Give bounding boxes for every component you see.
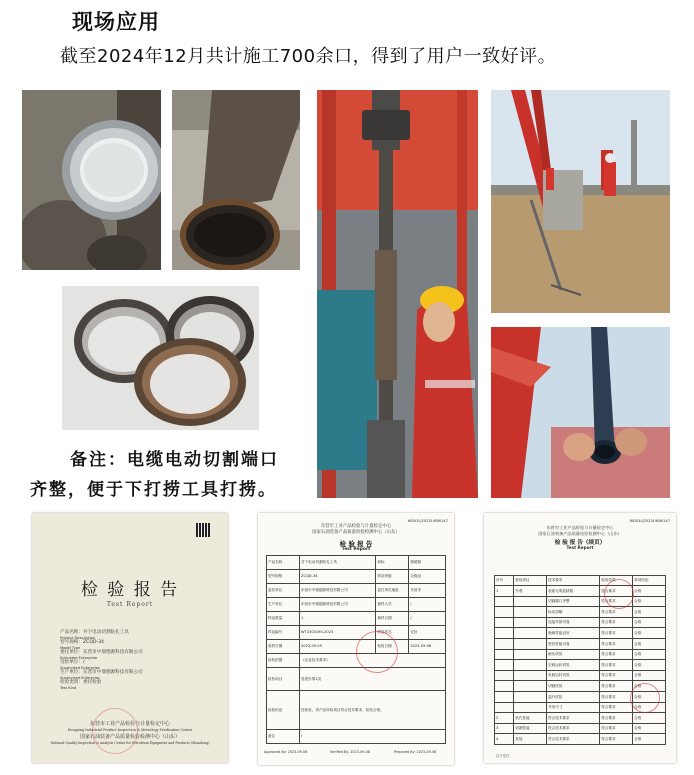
table-cell (514, 670, 547, 681)
table-row (495, 734, 666, 745)
table-cell: 负载运转试验 (547, 670, 600, 681)
table-cell: 切割试验 (547, 681, 600, 692)
table-header-cell: 序号 (495, 576, 514, 586)
report-title-en: Test Report (341, 547, 371, 552)
table-cell (495, 628, 514, 639)
table-cell: 委托单位 (267, 584, 300, 598)
table-cell (495, 617, 514, 628)
cover-title-en: Test Report (106, 601, 154, 608)
table-cell: 1 (300, 612, 376, 626)
table-cell (514, 607, 547, 618)
table-cell: 符合要求 (600, 607, 633, 618)
table-cell: / (409, 598, 446, 612)
table-cell: 合格 (633, 586, 666, 597)
table-cell: ZCQD-34 (300, 570, 376, 584)
cut-rings-photo (62, 286, 259, 430)
table-cell: 完好 (409, 626, 446, 640)
table-row (267, 570, 446, 584)
table-row (267, 626, 446, 640)
note-line-1: 备注：电缆电动切割端口 (70, 450, 279, 470)
summary-text: 截至2024年12月共计施工700余口，得到了用户一致好评。 (60, 46, 557, 67)
lifted-pipe-photo (491, 327, 670, 498)
table-cell: 4 (495, 734, 514, 745)
table-cell: 合格 (633, 702, 666, 713)
table-cell: 外观 (514, 586, 547, 597)
table-cell: 符合要求 (600, 723, 633, 734)
table-cell: 符合要求 (600, 660, 633, 671)
table-cell: 符合要求 (600, 628, 633, 639)
table-cell: 合格 (633, 649, 666, 660)
table-cell: 型号规格 (267, 570, 300, 584)
table-cell: 备注 (267, 730, 300, 744)
table-row (267, 730, 446, 744)
table-cell: 标识清晰 (547, 607, 600, 618)
table-cell: 符合要求 (600, 638, 633, 649)
table-cell: 产品名称 (267, 556, 300, 570)
table-row (495, 617, 666, 628)
cover-fields: 产品名称：井下电动切割钻孔工具 Product Description 型号规格：ZCQD-34 Model Type 委托单位：东营市中瑞德源科技有限公司 Entrusted Enterprise 受检单位：/ Supervised Enterprise 生产单位：东营市中瑞德源科技有限公司 Supervised Enterprise 检验类别：委托检验 Test Kind (60, 630, 143, 690)
table-cell: 其他 (514, 734, 547, 745)
section-title: 现场应用 (72, 10, 160, 34)
table-cell: 连接牢固可靠 (547, 617, 600, 628)
table-cell (514, 681, 547, 692)
table-cell: 符合要求 (600, 691, 633, 702)
red-seal-icon (604, 579, 634, 609)
table-cell: 符合技术要求 (547, 723, 600, 734)
table-cell: 《企业技术要求》 (300, 654, 446, 668)
table-cell: 合格 (633, 734, 666, 745)
table-cell: 合格 (633, 617, 666, 628)
table-header-cell: 单项结论 (633, 576, 666, 586)
test-report-cover (32, 513, 228, 763)
table-cell: 瑞德源 (409, 556, 446, 570)
prepared-by: Prepared By: 2023-09-08 (394, 750, 437, 754)
table-cell (495, 702, 514, 713)
table-cell: 井下电动切割钻孔工具 (300, 556, 376, 570)
table-cell: 商标 (376, 556, 409, 570)
table-row (495, 649, 666, 660)
table-cell: 合格 (633, 596, 666, 607)
table-cell: 样品编号 (267, 626, 300, 640)
table-header-cell: 检验项目 (514, 576, 547, 586)
table-cell: 样品等级 (376, 570, 409, 584)
table-row (495, 713, 666, 724)
table-cell: 温升试验 (547, 691, 600, 702)
table-cell: 东营市 (409, 584, 446, 598)
table-cell: 钻孔性能 (514, 713, 547, 724)
table-header-cell: 技术要求 (547, 576, 600, 586)
table-cell: 抽样人员 (376, 598, 409, 612)
table-cell: 符合要求 (600, 734, 633, 745)
table-cell: 见报告第2页 (300, 668, 446, 691)
table-row (495, 586, 666, 597)
table-cell: WT2303190-2023 (300, 626, 376, 640)
table-cell: 切割性能 (514, 723, 547, 734)
table-cell (495, 607, 514, 618)
detail-footer: 以下空白 (496, 754, 510, 758)
table-row (267, 584, 446, 598)
test-report-detail-page (484, 513, 676, 763)
qr-code-icon (196, 523, 210, 537)
table-cell: 合格 (633, 681, 666, 692)
detail-center: 国家石油装备产品质量检验检测中心（山东） (538, 531, 622, 536)
table-cell (495, 681, 514, 692)
table-cell (495, 691, 514, 702)
rig-site-photo (491, 90, 670, 313)
table-cell: 符合要求 (600, 713, 633, 724)
table-cell: 经检验，该产品所检项目符合技术要求，检验合格。 (300, 691, 446, 730)
red-seal-icon (630, 683, 660, 713)
table-row (267, 598, 446, 612)
table-cell: 合格 (633, 691, 666, 702)
detail-report-number: WD03LJ202319BW147 (629, 519, 670, 523)
table-cell (514, 702, 547, 713)
table-cell (514, 691, 547, 702)
cover-center-en: National Quality Inspection & Analysis Center for Petroleum Equipment and Products (Shandong) (50, 741, 210, 745)
table-cell: 符合要求 (600, 670, 633, 681)
table-row (267, 612, 446, 626)
table-cell: 检验依据 (267, 654, 300, 668)
cover-center-cn: 国家石油装备产品质量检验检测中心（山东） (79, 734, 180, 740)
report-center: 国家石油装备产品质量检验检测中心（山东） (312, 530, 400, 535)
table-row (495, 628, 666, 639)
table-cell (495, 638, 514, 649)
detail-org: 东营市工业产品检验与计量检定中心 (546, 525, 614, 530)
table-cell (514, 660, 547, 671)
approved-by: Approved By: 2023-09-08 (264, 750, 308, 754)
table-cell: 检验结论 (267, 691, 300, 730)
table-cell (495, 596, 514, 607)
table-row (495, 670, 666, 681)
cover-org-en: Dongying Industrial Product Inspection & Metrology Verification Center (67, 728, 193, 732)
detail-title: 检 验 报 告（续页） (554, 540, 606, 546)
table-row (495, 596, 666, 607)
table-cell: 东营市中瑞德源科技有限公司 (300, 584, 376, 598)
note-line-2: 齐整，便于下打捞工具打捞。 (30, 480, 277, 500)
table-cell (514, 649, 547, 660)
table-row (267, 556, 446, 570)
table-cell: 收样日期 (267, 640, 300, 654)
wellhead-worker-photo (317, 90, 478, 498)
report-title: 检 验 报 告 (339, 540, 373, 548)
table-cell: 绝缘性能良好 (547, 628, 600, 639)
table-cell: 符合技术要求 (547, 713, 600, 724)
table-cell (495, 670, 514, 681)
table-header-cell: 检验结果 (600, 576, 633, 586)
table-cell: 符合要求 (600, 617, 633, 628)
table-cell: 合格 (633, 713, 666, 724)
table-cell (514, 596, 547, 607)
table-cell: 耐压试验 (547, 649, 600, 660)
table-cell: 合格 (633, 660, 666, 671)
table-cell: 符合要求 (600, 596, 633, 607)
table-cell: 2023-09-05 (300, 640, 376, 654)
verified-by: Verified By: 2023-09-08 (330, 750, 370, 754)
cover-org-cn: 东营市工业产品检验与计量检定中心 (89, 721, 170, 727)
table-cell: 抽样日期 (376, 612, 409, 626)
table-row (495, 638, 666, 649)
table-cell: 样品数量 (267, 612, 300, 626)
red-seal-icon (356, 631, 398, 673)
table-cell (495, 660, 514, 671)
table-cell: / (409, 612, 446, 626)
table-cell: 密封性能可靠 (547, 638, 600, 649)
table-cell: 合格 (633, 628, 666, 639)
cut-pipe-end-photo-2 (172, 90, 300, 270)
report-org: 东营市工业产品检验与计量检定中心 (320, 524, 392, 529)
detail-title-en: Test Report (566, 545, 594, 550)
table-cell: 样品状态 (376, 626, 409, 640)
table-cell: 表面无明显缺陷 (547, 586, 600, 597)
table-cell: 外形尺寸 (547, 702, 600, 713)
table-cell: 3 (495, 723, 514, 734)
table-cell (514, 628, 547, 639)
table-cell: 委托单位地址 (376, 584, 409, 598)
table-cell: 检验日期 (376, 640, 409, 654)
table-row (495, 723, 666, 734)
table-cell: 符合要求 (600, 681, 633, 692)
table-cell: 1 (495, 586, 514, 597)
table-cell: 合格 (633, 638, 666, 649)
table-cell: 合格 (633, 607, 666, 618)
cover-title: 检 验 报 告 (80, 580, 180, 600)
detail-table (494, 575, 666, 745)
table-cell: / (300, 730, 446, 744)
table-cell: 东营市中瑞德源科技有限公司 (300, 598, 376, 612)
table-cell: 符合要求 (600, 649, 633, 660)
table-cell (495, 649, 514, 660)
table-row (267, 691, 446, 730)
table-cell: 空载运转试验 (547, 660, 600, 671)
table-cell: 符合要求 (600, 702, 633, 713)
table-row (495, 660, 666, 671)
table-cell: 合格 (633, 670, 666, 681)
report-number: WD03LJ202319BW147 (407, 519, 448, 523)
table-cell: 2 (495, 713, 514, 724)
table-cell: 合格品 (409, 570, 446, 584)
table-cell: 合格 (633, 723, 666, 734)
table-cell: 检验项目 (267, 668, 300, 691)
table-cell: 符合技术要求 (547, 734, 600, 745)
table-cell: 符合要求 (600, 586, 633, 597)
table-cell (514, 638, 547, 649)
table-row (267, 668, 446, 691)
red-seal-icon (92, 708, 138, 754)
cut-pipe-end-photo-1 (22, 90, 161, 270)
table-cell: 生产单位 (267, 598, 300, 612)
table-cell (514, 617, 547, 628)
table-row (495, 607, 666, 618)
table-cell: 2023-09-06 (409, 640, 446, 654)
test-report-page (258, 513, 454, 765)
table-cell: 切割端口齐整 (547, 596, 600, 607)
